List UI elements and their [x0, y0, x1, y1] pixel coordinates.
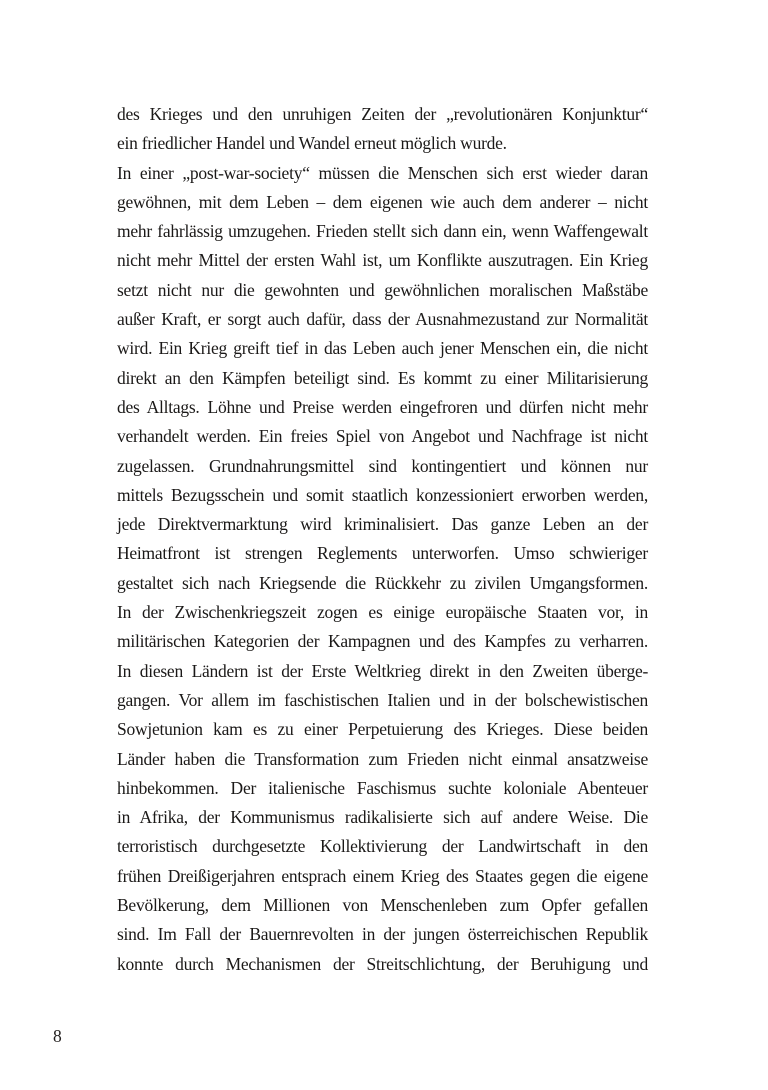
text-line: Sowjetunion kam es zu einer Perpetuierung des Krieges. Diese beiden: [117, 719, 648, 740]
text-line: militärischen Kategorien der Kampagnen und des Kampfes zu verharren.: [117, 631, 648, 652]
text-line: terroristisch durchgesetzte Kollektivierung der Landwirtschaft in den: [117, 836, 649, 857]
text-line: nicht mehr Mittel der ersten Wahl ist, um Konflikte auszutragen. Ein Krieg: [117, 250, 648, 271]
text-line: Heimatfront ist strengen Reglements unterworfen. Umso schwieriger: [117, 543, 648, 564]
text-line: gewöhnen, mit dem Leben – dem eigenen wie auch dem anderer – nicht: [117, 191, 648, 212]
text-line: jede Direktvermarktung wird kriminalisiert. Das ganze Leben an der: [117, 514, 649, 535]
text-line: in Afrika, der Kommunismus radikalisierte sich auf andere Weise. Die: [117, 807, 648, 828]
text-line: konnte durch Mechanismen der Streitschlichtung, der Beruhigung und: [117, 953, 648, 974]
text-line: setzt nicht nur die gewohnten und gewöhnlichen moralischen Maßstäbe: [117, 279, 649, 300]
text-line: Länder haben die Transformation zum Frieden nicht einmal ansatzweise: [117, 748, 648, 769]
text-line: wird. Ein Krieg greift tief in das Leben auch jener Menschen ein, die nicht: [117, 338, 649, 359]
text-line: des Krieges und den unruhigen Zeiten der „revolutionären Konjunktur“: [117, 104, 648, 124]
text-line: außer Kraft, er sorgt auch dafür, dass der Ausnahmezustand zur Normalität: [117, 309, 649, 330]
text-line: In der Zwischenkriegszeit zogen es einige europäische Staaten vor, in: [117, 602, 649, 623]
text-block: [117, 100, 648, 979]
text-line: sind. Im Fall der Bauernrevolten in der jungen österreichischen Republik: [117, 924, 648, 945]
text-line: mittels Bezugsschein und somit staatlich konzessioniert erworben werden,: [117, 484, 648, 505]
text-line: ein friedlicher Handel und Wandel erneut möglich wurde.: [117, 133, 507, 154]
text-line: mehr fahrlässig umzugehen. Frieden stellt sich dann ein, wenn Waffengewalt: [117, 221, 649, 242]
text-line: verhandelt werden. Ein freies Spiel von Angebot und Nachfrage ist nicht: [117, 426, 648, 447]
page-number: 8: [53, 1026, 62, 1046]
text-line: Bevölkerung, dem Millionen von Menschenleben zum Opfer gefallen: [117, 895, 648, 916]
text-line: gangen. Vor allem im faschistischen Italien und in der bolschewistischen: [117, 689, 648, 710]
text-line: direkt an den Kämpfen beteiligt sind. Es kommt zu einer Militarisierung: [117, 367, 648, 388]
text-line: frühen Dreißigerjahren entsprach einem Krieg des Staates gegen die eigene: [117, 865, 649, 886]
text-line: In einer „post-war-society“ müssen die Menschen sich erst wieder daran: [117, 162, 649, 183]
text-line: gestaltet sich nach Kriegsende die Rückkehr zu zivilen Umgangsformen.: [117, 572, 648, 593]
text-line: zugelassen. Grundnahrungsmittel sind kontingentiert und können nur: [117, 455, 649, 476]
text-line: des Alltags. Löhne und Preise werden eingefroren und dürfen nicht mehr: [117, 396, 648, 417]
text-line: In diesen Ländern ist der Erste Weltkrieg direkt in den Zweiten überge-: [117, 660, 649, 681]
text-line: hinbekommen. Der italienische Faschismus suchte koloniale Abenteuer: [117, 777, 648, 798]
